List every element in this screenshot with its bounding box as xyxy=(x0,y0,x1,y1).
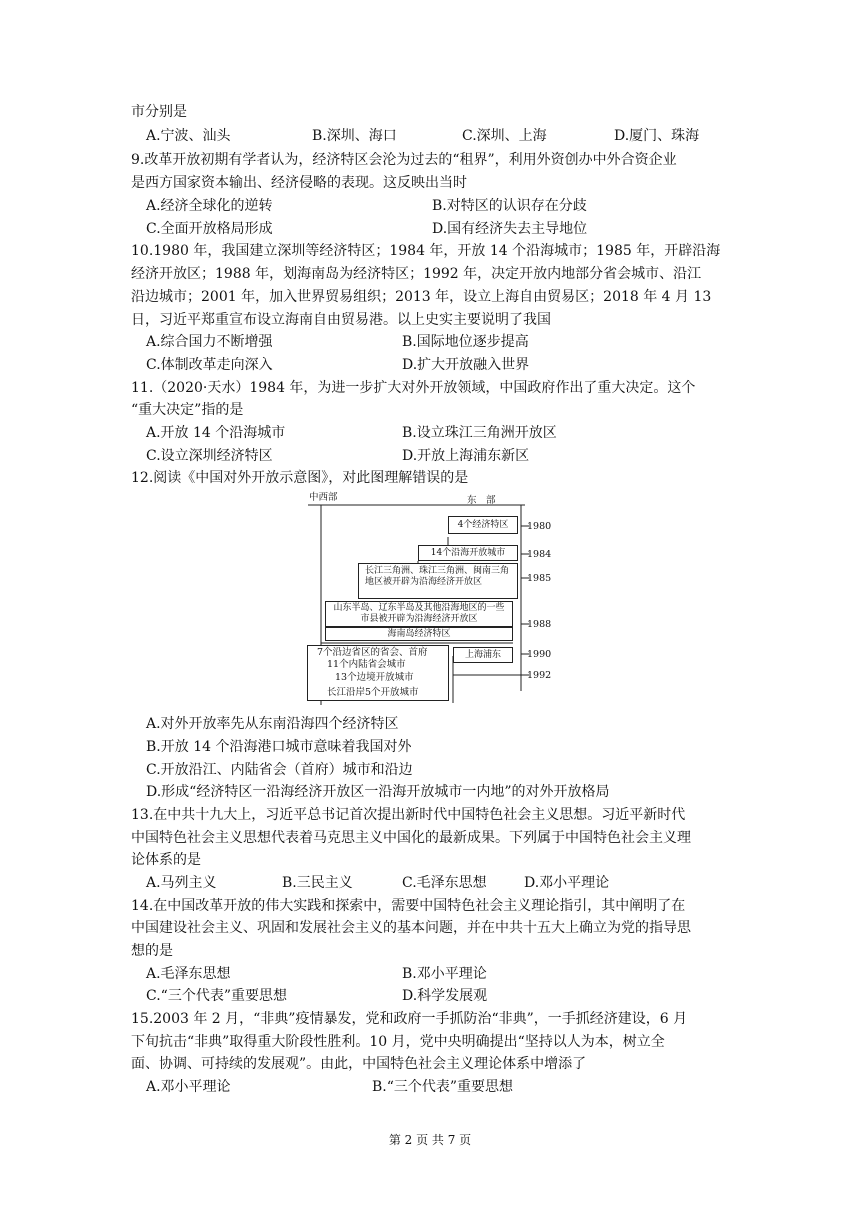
option-b: B.对特区的认识存在分歧 xyxy=(432,198,587,214)
text-line: 沿边城市；2001 年，加入世界贸易组织；2013 年，设立上海自由贸易区；2018 年 4 月 13 xyxy=(131,289,712,305)
year-1984: 1984 xyxy=(527,549,552,560)
text-line: 是西方国家资本输出、经济侵略的表现。这反映出当时 xyxy=(131,175,467,191)
year-1992: 1992 xyxy=(527,670,552,681)
question-14: 14.在中国改革开放的伟大实践和探索中，需要中国特色社会主义理论指引，其中阐明了在 xyxy=(131,898,686,914)
option-d: D.扩大开放融入世界 xyxy=(402,357,530,373)
question-13: 13.在中共十九大上，习近平总书记首次提出新时代中国特色社会主义思想。习近平新时代 xyxy=(131,807,686,823)
diagram-box-peninsula-zones: 山东半岛、辽东半岛及其他沿海地区的一些市县被开辟为沿海经济开放区 xyxy=(325,601,513,627)
option-b: B.国际地位逐步提高 xyxy=(402,334,529,350)
text-line: 中国建设社会主义、巩固和发展社会主义的基本问题，并在中共十五大上确立为党的指导思 xyxy=(131,920,691,936)
option-d: D.国有经济失去主导地位 xyxy=(432,221,588,237)
option-c: C.全面开放格局形成 xyxy=(146,221,273,237)
option-c: C.毛泽东思想 xyxy=(402,875,487,891)
text-line: 中国特色社会主义思想代表着马克思主义中国化的最新成果。下列属于中国特色社会主义理 xyxy=(131,830,691,846)
option-b: B.“三个代表”重要思想 xyxy=(372,1079,514,1095)
question-10: 10.1980 年，我国建立深圳等经济特区；1984 年，开放 14 个沿海城市；1985 年，开辟沿海 xyxy=(131,243,721,259)
diagram-box-hainan: 海南岛经济特区 xyxy=(325,627,513,641)
text-line: “重大决定”指的是 xyxy=(131,402,244,418)
year-1980: 1980 xyxy=(527,521,552,532)
text-line: 面、协调、可持续的发展观”。由此，中国特色社会主义理论体系中增添了 xyxy=(131,1056,587,1072)
option-b: B.三民主义 xyxy=(282,875,353,891)
option-d: D.科学发展观 xyxy=(402,988,488,1004)
diagram-box-coastal-cities: 14个沿海开放城市 xyxy=(418,545,518,561)
option-c: C.体制改革走向深入 xyxy=(146,357,273,373)
year-1985: 1985 xyxy=(527,573,552,584)
diagram-box-delta-zones: 长江三角洲、珠江三角洲、闽南三角地区被开辟为沿海经济开放区 xyxy=(358,563,518,599)
year-1988: 1988 xyxy=(527,619,552,630)
text-line: 日，习近平郑重宣布设立海南自由贸易港。以上史实主要说明了我国 xyxy=(131,312,551,328)
option-b: B.设立珠江三角洲开放区 xyxy=(402,425,557,441)
diagram-left-header: 中西部 xyxy=(309,492,338,503)
option-b: B.深圳、海口 xyxy=(312,128,397,144)
diagram-box-pudong: 上海浦东 xyxy=(453,647,513,663)
option-d: D.厦门、珠海 xyxy=(614,128,700,144)
diagram-right-header: 东 部 xyxy=(467,495,496,506)
option-a: A.马列主义 xyxy=(146,875,217,891)
page-footer: 第 2 页 共 7 页 xyxy=(388,1133,472,1147)
question-9: 9.改革开放初期有学者认为，经济特区会沦为过去的“租界”，利用外资创办中外合资企业 xyxy=(131,152,677,168)
option-d: D.邓小平理论 xyxy=(524,875,610,891)
text-line: 想的是 xyxy=(131,943,173,959)
diagram-border-cities: 13个边境开放城市 xyxy=(335,672,414,683)
question-12: 12.阅读《中国对外开放示意图》，对此图理解错误的是 xyxy=(131,470,469,486)
option-d: D.开放上海浦东新区 xyxy=(402,448,530,464)
option-a: A.开放 14 个沿海城市 xyxy=(146,425,286,441)
text-line: 下旬抗击“非典”取得重大阶段性胜利。10 月，党中央明确提出“坚持以人为本，树立全 xyxy=(131,1034,665,1050)
option-a: A.邓小平理论 xyxy=(146,1079,231,1095)
option-b: B.邓小平理论 xyxy=(402,966,487,982)
option-a: A.宁波、汕头 xyxy=(146,128,231,144)
opening-up-diagram xyxy=(303,491,563,705)
option-c: C.“三个代表”重要思想 xyxy=(146,988,287,1004)
question-15: 15.2003 年 2 月，“非典”疫情暴发，党和政府一手抓防治“非典”，一手抓经济建设，6 月 xyxy=(131,1011,688,1027)
text-line: 论体系的是 xyxy=(131,852,201,868)
diagram-border-capitals: 7个沿边省区的省会、首府 xyxy=(317,647,428,658)
diagram-box-special-zones: 4个经济特区 xyxy=(448,516,518,534)
year-1990: 1990 xyxy=(527,649,552,660)
option-a: A.经济全球化的逆转 xyxy=(146,198,273,214)
option-a: A.毛泽东思想 xyxy=(146,966,231,982)
diagram-inland-capitals: 11个内陆省会城市 xyxy=(327,659,406,670)
option-b: B.开放 14 个沿海港口城市意味着我国对外 xyxy=(146,739,412,755)
text-line: 经济开放区；1988 年，划海南岛为经济特区；1992 年，决定开放内地部分省会城市、沿江 xyxy=(131,266,702,282)
option-c: C.开放沿江、内陆省会（首府）城市和沿边 xyxy=(146,762,413,778)
option-c: C.设立深圳经济特区 xyxy=(146,448,273,464)
text-line: 市分别是 xyxy=(131,104,187,120)
question-11: 11.（2020·天水）1984 年，为进一步扩大对外开放领域，中国政府作出了重大决定。这个 xyxy=(131,380,696,396)
option-a: A.对外开放率先从东南沿海四个经济特区 xyxy=(146,716,399,732)
option-c: C.深圳、上海 xyxy=(462,128,547,144)
option-a: A.综合国力不断增强 xyxy=(146,334,273,350)
diagram-yangtze-cities: 长江沿岸5个开放城市 xyxy=(327,687,419,698)
option-d: D.形成“经济特区一沿海经济开放区一沿海开放城市一内地”的对外开放格局 xyxy=(146,784,610,800)
